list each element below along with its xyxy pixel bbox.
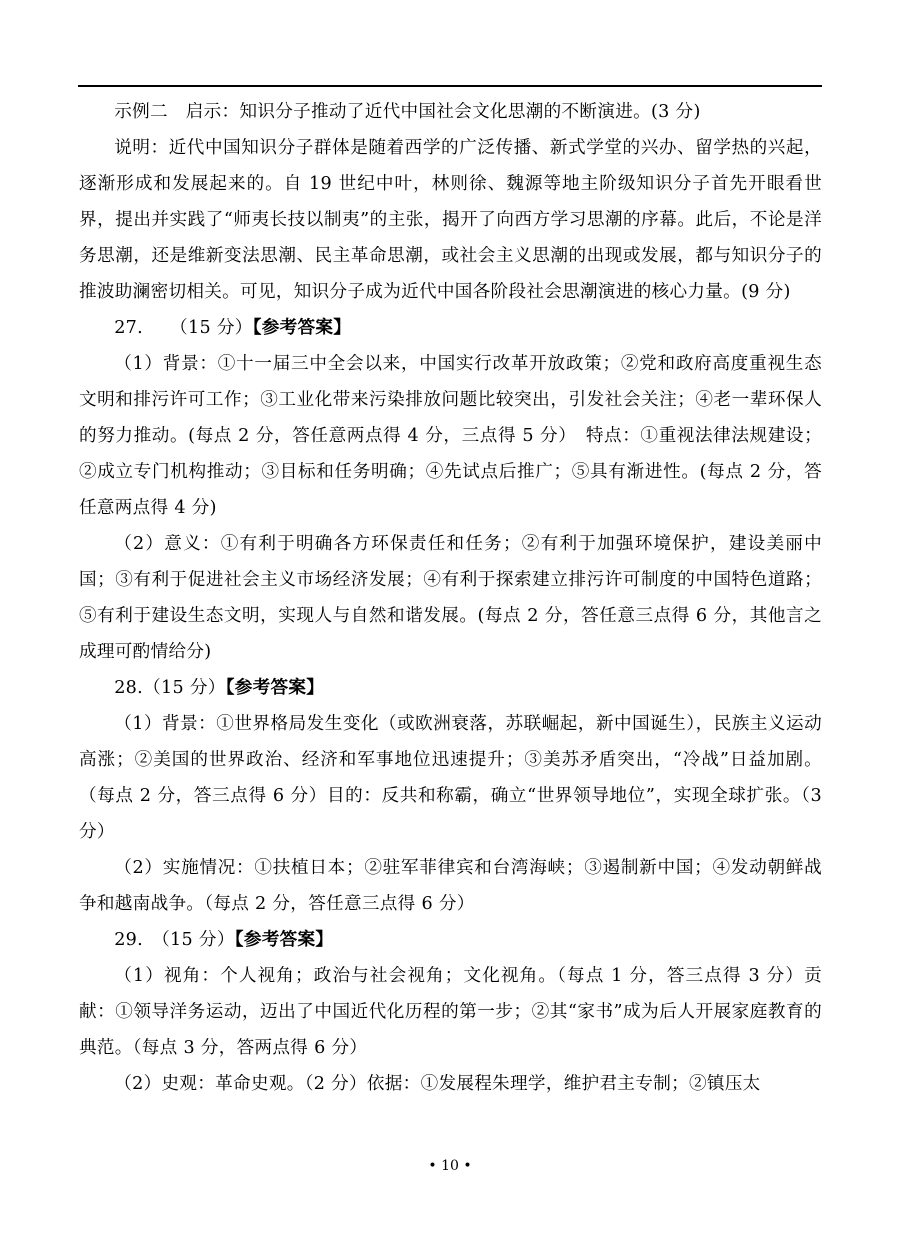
q29-part1: （1）视角：个人视角；政治与社会视角；文化视角。（每点 1 分，答三点得 3 分）贡献：①领导洋务运动，迈出了中国近代化历程的第一步；②其“家书”成为后人开展家庭教育的典范。（每点 3 分，答两点得 6 分） xyxy=(79,966,822,1058)
example-two-inspiration: 示例二 启示：知识分子推动了近代中国社会文化思潮的不断演进。(3 分) xyxy=(114,102,701,122)
q27-part2: （2）意义：①有利于明确各方环保责任和任务；②有利于加强环境保护，建设美丽中国；③有利于促进社会主义市场经济发展；④有利于探索建立排污许可制度的中国特色道路；⑤有利于建设生态文明，实现人与自然和谐发展。(每点 2 分，答任意三点得 6 分，其他言之成理可酌情给分) xyxy=(79,534,822,662)
question-28-heading xyxy=(79,670,822,706)
document-body xyxy=(79,94,822,1102)
question-number: 27. （15 分） xyxy=(114,318,253,338)
page-number: • 10 • xyxy=(428,1158,472,1174)
answer-label: 【参考答案】 xyxy=(252,317,352,338)
question-27-heading xyxy=(79,310,822,346)
q27-part1: （1）背景：①十一届三中全会以来，中国实行改革开放政策；②党和政府高度重视生态文明和排污许可工作；③工业化带来污染排放问题比较突出，引发社会关注；④老一辈环保人的努力推动。(每点 2 分，答任意两点得 4 分，三点得 5 分） 特点：①重视法律法规建设；②成立专门机构推动；③目标和任务明确；④先试点后推广；⑤具有渐进性。(每点 2 分，答任意两点得 4 分) xyxy=(79,354,822,518)
answer-label: 【参考答案】 xyxy=(225,677,325,698)
question-number: 28.（15 分） xyxy=(114,678,226,698)
q29-part2: （2）史观：革命史观。（2 分）依据：①发展程朱理学，维护君主专制；②镇压太 xyxy=(114,1074,761,1094)
q28-part2: （2）实施情况：①扶植日本；②驻军菲律宾和台湾海峡；③遏制新中国；④发动朝鲜战争和越南战争。（每点 2 分，答任意三点得 6 分） xyxy=(79,858,822,914)
explanation-paragraph: 说明：近代中国知识分子群体是随着西学的广泛传播、新式学堂的兴办、留学热的兴起，逐渐形成和发展起来的。自 19 世纪中叶，林则徐、魏源等地主阶级知识分子首先开眼看世界，提出并实践了“师夷长技以制夷”的主张，揭开了向西方学习思潮的序幕。此后，不论是洋务思潮，还是维新变法思潮、民主革命思潮，或社会主义思潮的出现或发展，都与知识分子的推波助澜密切相关。可见，知识分子成为近代中国各阶段社会思潮演进的核心力量。(9 分) xyxy=(79,138,822,302)
q28-part1: （1）背景：①世界格局发生变化（或欧洲衰落，苏联崛起，新中国诞生），民族主义运动高涨；②美国的世界政治、经济和军事地位迅速提升；③美苏矛盾突出，“冷战”日益加剧。（每点 2 分，答三点得 6 分）目的：反共和称霸，确立“世界领导地位”，实现全球扩张。（3 分） xyxy=(79,714,822,842)
question-number: 29. （15 分） xyxy=(114,930,235,950)
header-rule xyxy=(78,85,822,87)
question-29-heading xyxy=(79,922,822,958)
answer-label: 【参考答案】 xyxy=(234,929,334,950)
